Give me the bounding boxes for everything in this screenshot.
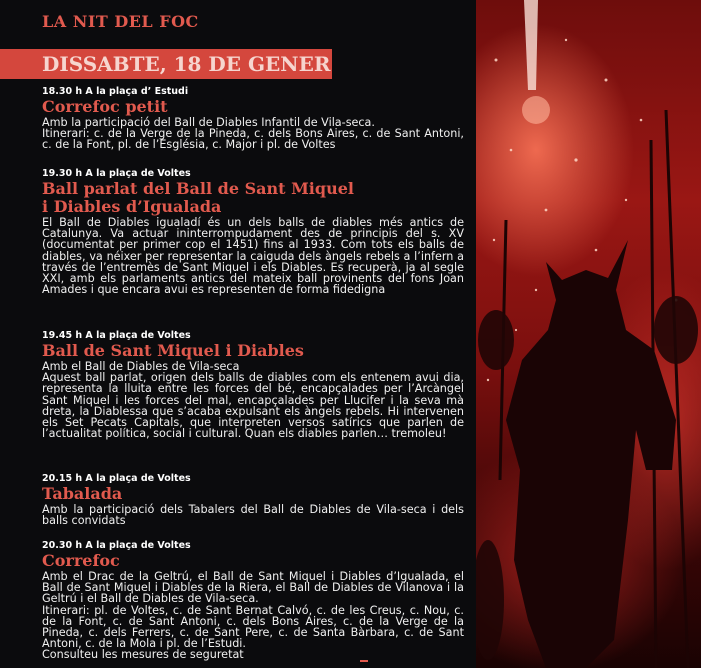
- event-time: 20.30 h A la plaça de Voltes: [42, 540, 191, 551]
- event-time: 20.15 h A la plaça de Voltes: [42, 473, 191, 484]
- section-title: LA NIT DEL FOC: [42, 12, 199, 31]
- date-banner: [0, 49, 332, 79]
- event-correfoc-petit: [42, 86, 464, 151]
- event-name: Correfoc: [42, 551, 120, 570]
- event-ball-sant-miquel: [42, 330, 464, 439]
- event-description: [42, 117, 464, 151]
- event-correfoc: [42, 540, 464, 661]
- event-time: 18.30 h A la plaça d’ Estudi: [42, 86, 189, 97]
- description-line: Itinerari: pl. de Voltes, c. de Sant Bernat Calvó, c. de les Creus, c. Nou, c. de la Font, c. de Sant Antoni, c. dels Bons Aires, c. de la Verge de la Pineda, c. dels Ferrers, c. de Sant Pere, c. de Santa Bàrbara, c. de Sant Antoni, c. de la Mola i pl. de l’Estudi.: [42, 603, 464, 651]
- event-name: Correfoc petit: [42, 97, 168, 116]
- event-time: 19.30 h A la plaça de Voltes: [42, 168, 191, 179]
- event-ball-parlat-igualada: [42, 168, 464, 295]
- description-line: Amb el Ball de Diables de Vila-seca: [42, 360, 240, 373]
- description-line: Amb la participació dels Tabalers del Ball de Diables de Vila-seca i dels balls convidats: [42, 503, 464, 528]
- safety-link-text[interactable]: Consulteu les mesures de seguretat: [42, 648, 244, 662]
- event-description: [42, 217, 464, 295]
- event-name: Tabalada: [42, 484, 123, 503]
- description-line: Aquest ball parlat, origen dels balls de diables com els entenem avui dia, representa la lluita entre les forces del bé, encapçalades per l’Arcàngel Sant Miquel i les forces del mal, encapçalades per Llucifer i la seva mà dreta, la Diablessa que s’acaba expulsant els àngels rebels. Hi intervenen els Set Pecats Capitals, que interpreten versos satírics que parlen de l’actualitat política, social i cultural. Quan els diables parlen… tremoleu!: [42, 371, 464, 441]
- event-time: 19.45 h A la plaça de Voltes: [42, 330, 191, 341]
- decorative-divider: [360, 660, 368, 662]
- event-description: [42, 504, 464, 526]
- event-description: [42, 361, 464, 439]
- description-line: Itinerari: c. de la Verge de la Pineda, c. dels Bons Aires, c. de Sant Antoni, c. de la Font, pl. de l’Església, c. Major i pl. de Voltes: [42, 127, 464, 152]
- event-name: Ball parlat del Ball de Sant Miquel i Diables d’Igualada: [42, 179, 354, 216]
- description-line: Amb la participació del Ball de Diables Infantil de Vila-seca.: [42, 116, 375, 129]
- correfoc-photo: [476, 0, 701, 668]
- description-line: El Ball de Diables igualadí és un dels balls de diables més antics de Catalunya. Va actuar ininterrompudament des de principis del s. XV (documentat per primer cop el 1451) fins al 1933. Com tots els balls de diables, va néixer per representar la caiguda dels àngels rebels a l’infern a través de l’entremès de Sant Miquel i els Diables. Es recuperà, ja al segle XXI, amb els parlaments antics del mateix ball provinents del fons Joan Amades i que encara avui es representen de forma fidedigna: [42, 216, 464, 297]
- event-description: [42, 571, 464, 661]
- event-name: Ball de Sant Miquel i Diables: [42, 341, 304, 360]
- devil-figure-illustration: [476, 0, 701, 668]
- date-label: DISSABTE, 18 DE GENER: [42, 52, 331, 76]
- description-line: Amb el Drac de la Geltrú, el Ball de Sant Miquel i Diables d’Igualada, el Ball de Sant Miquel i Diables de la Riera, el Ball de Diables de Vilanova i la Geltrú i el Ball de Diables de Vila-seca.: [42, 570, 464, 606]
- event-tabalada: [42, 473, 464, 526]
